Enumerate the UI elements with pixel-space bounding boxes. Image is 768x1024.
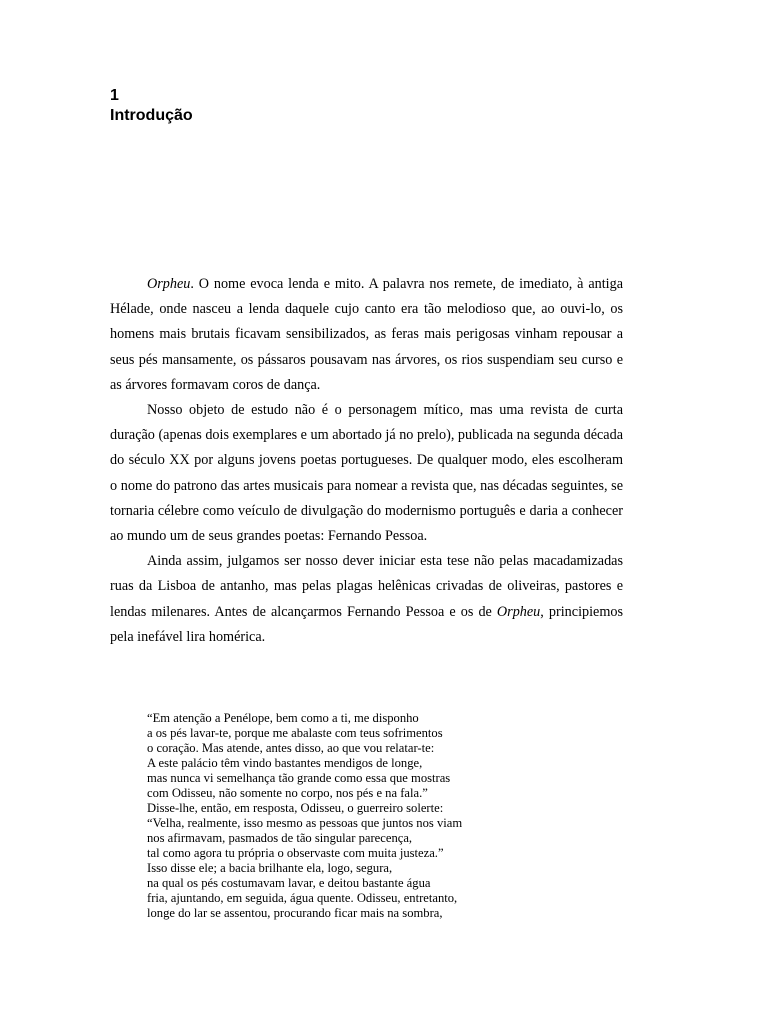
chapter-title: Introdução [110, 107, 193, 124]
paragraph-3-text-before: Ainda assim, julgamos ser nosso dever iniciar esta tese não pelas macadamizadas ruas da Lisboa de antanho, mas pelas plagas helênicas crivadas de oliveiras, pastores e lendas milenares. Antes de alcançarmos Fernando Pessoa e os de [110, 553, 623, 620]
chapter-number: 1 [110, 87, 119, 104]
paragraph-1 [110, 272, 623, 398]
quote-line: o coração. Mas atende, antes disso, ao que vou relatar-te: [147, 741, 435, 755]
paragraph-1-italic-title: Orpheu [147, 276, 191, 292]
quote-line: a os pés lavar-te, porque me abalaste com teus sofrimentos [147, 726, 443, 740]
quote-line: mas nunca vi semelhança tão grande como essa que mostras [147, 771, 451, 785]
paragraph-2 [110, 398, 623, 549]
quote-line: “Velha, realmente, isso mesmo as pessoas que juntos nos viam [147, 816, 463, 830]
paragraph-3 [110, 549, 623, 650]
chapter-heading [110, 86, 193, 126]
paragraph-2-text: Nosso objeto de estudo não é o personagem mítico, mas uma revista de curta duração (apenas dois exemplares e um abortado já no prelo), publicada na segunda década do século XX por alguns jovens poetas portugueses. De qualquer modo, eles escolheram o nome do patrono das artes musicais para nomear a revista que, nas décadas seguintes, se tornaria célebre como veículo de divulgação do modernismo português e daria a conhecer ao mundo um de seus grandes poetas: Fernando Pessoa. [110, 402, 623, 545]
paragraph-3-text-after: , principiemos pela inefável lira homérica. [110, 603, 623, 645]
quote-line: “Em atenção a Penélope, bem como a ti, me disponho [147, 711, 419, 725]
block-quote [147, 711, 462, 921]
paragraph-3-italic-title: Orpheu [496, 603, 541, 620]
quote-line: nos afirmavam, pasmados de tão singular parecença, [147, 831, 413, 845]
quote-line: Isso disse ele; a bacia brilhante ela, logo, segura, [147, 861, 393, 875]
quote-line: com Odisseu, não somente no corpo, nos pés e na fala.” [147, 786, 428, 800]
quote-line: longe do lar se assentou, procurando ficar mais na sombra, [147, 906, 443, 920]
quote-line: Disse-lhe, então, em resposta, Odisseu, o guerreiro solerte: [147, 801, 444, 815]
quote-line: tal como agora tu própria o observaste com muita justeza.” [147, 846, 444, 860]
paragraph-1-text: . O nome evoca lenda e mito. A palavra nos remete, de imediato, à antiga Hélade, onde nasceu a lenda daquele cujo canto era tão melodioso que, ao ouvi-lo, os homens mais brutais ficavam sensibilizados, as feras mais perigosas vinham repousar a seus pés mansamente, os pássaros pousavam nas árvores, os rios suspendiam seu curso e as árvores formavam coros de dança. [110, 276, 623, 393]
body-text [110, 272, 623, 650]
quote-line: na qual os pés costumavam lavar, e deitou bastante água [147, 876, 431, 890]
quote-line: fria, ajuntando, em seguida, água quente. Odisseu, entretanto, [147, 891, 458, 905]
quote-line: A este palácio têm vindo bastantes mendigos de longe, [147, 756, 423, 770]
